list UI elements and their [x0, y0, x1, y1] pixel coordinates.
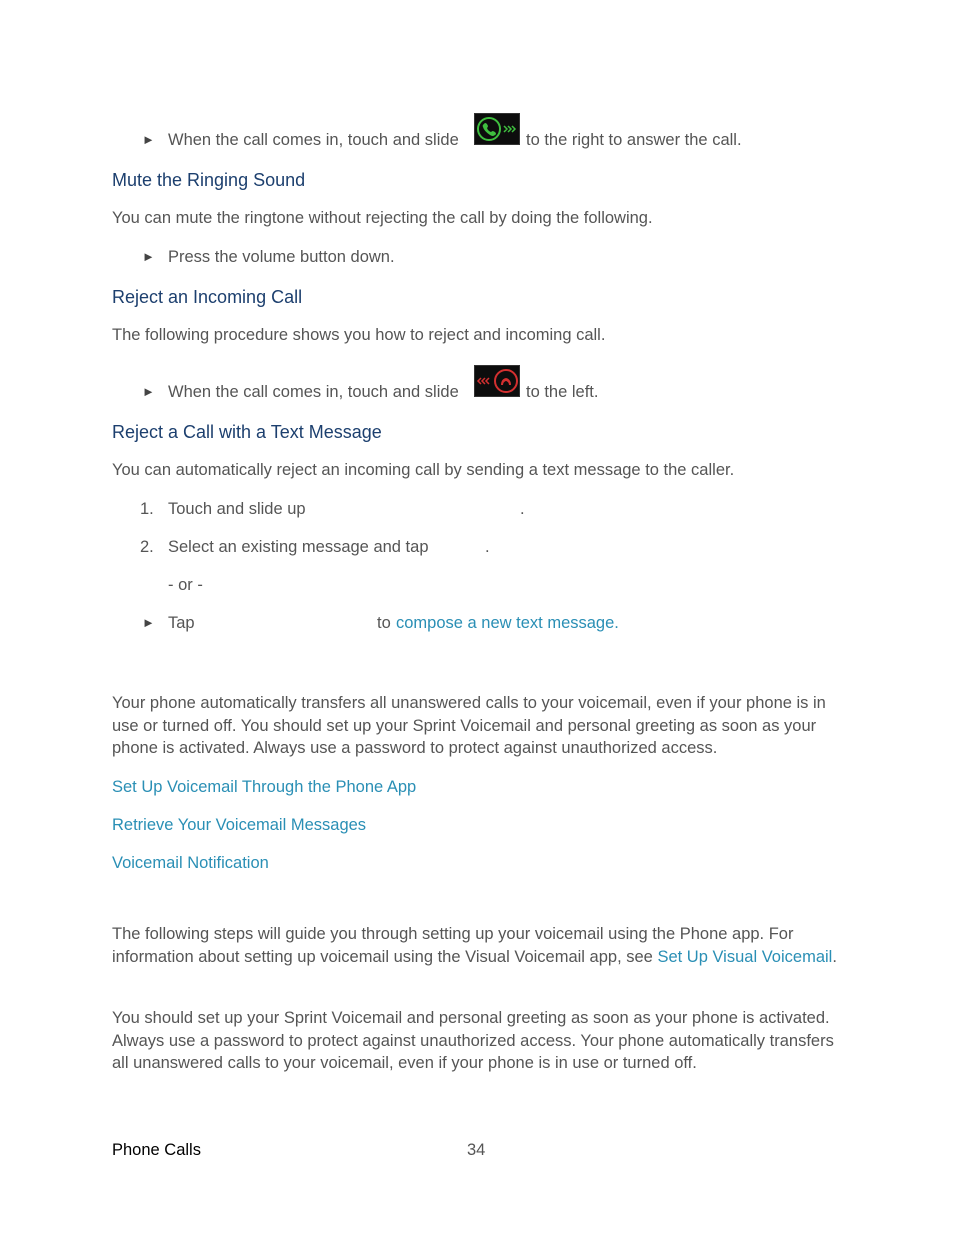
answer-text-after: to the right to answer the call. — [526, 131, 742, 149]
step2-text: Select an existing message and tap — [168, 538, 429, 556]
link-voicemail-notification[interactable]: Voicemail Notification — [112, 854, 269, 872]
step-number: 2. — [140, 538, 154, 556]
bullet-arrow-icon: ► — [142, 249, 155, 264]
bullet-arrow-icon: ► — [142, 615, 155, 630]
tap-text: Tap — [168, 614, 195, 632]
setup-paragraph-1 — [112, 923, 847, 968]
bullet-arrow-icon: ► — [142, 384, 155, 399]
to-text: to — [377, 614, 391, 632]
step1-text: Touch and slide up — [168, 500, 306, 518]
setup-paragraph-2: You should set up your Sprint Voicemail and personal greeting as soon as your phone is activated. Always use a password to protect against unauthorized access. Your phone automatically transfers all unanswered calls to your voicemail, even if your phone is in use or turned off. — [112, 1009, 834, 1073]
mute-intro: You can mute the ringtone without rejecting the call by doing the following. — [112, 209, 653, 227]
answer-slide-icon — [474, 113, 520, 145]
setup-para1-text: The following steps will guide you through setting up your voicemail using the Phone app. For information about setting up voicemail using the Visual Voicemail app, see — [112, 925, 794, 966]
compose-message-link[interactable]: compose a new text message. — [396, 614, 619, 632]
link-set-up-visual-voicemail[interactable]: Set Up Visual Voicemail — [657, 947, 833, 966]
step2-end: . — [485, 538, 490, 556]
footer-page-number: 34 — [467, 1141, 486, 1159]
link-retrieve-voicemail[interactable]: Retrieve Your Voicemail Messages — [112, 816, 367, 834]
reject-intro: The following procedure shows you how to reject and incoming call. — [112, 326, 606, 344]
footer-section-title: Phone Calls — [112, 1141, 201, 1159]
mute-step: Press the volume button down. — [168, 248, 395, 266]
or-separator: - or - — [168, 576, 203, 594]
setup-para1-end: . — [832, 947, 837, 966]
mute-heading: Mute the Ringing Sound — [112, 170, 306, 190]
link-set-up-voicemail[interactable]: Set Up Voicemail Through the Phone App — [112, 778, 417, 796]
reject-heading: Reject an Incoming Call — [112, 287, 303, 307]
step-number: 1. — [140, 500, 154, 518]
voicemail-intro: Your phone automatically transfers all unanswered calls to your voicemail, even if your phone is in use or turned off. You should set up your Sprint Voicemail and personal greeting as soon as your phone is activated. Always use a password to protect against unauthorized access. — [112, 694, 826, 758]
reject-text-intro: You can automatically reject an incoming call by sending a text message to the caller. — [112, 461, 735, 479]
reject-text-heading: Reject a Call with a Text Message — [112, 422, 382, 442]
reject-slide-icon — [474, 365, 520, 397]
reject-text-after: to the left. — [526, 383, 599, 401]
bullet-arrow-icon: ► — [142, 132, 155, 147]
answer-text-before: When the call comes in, touch and slide — [168, 131, 459, 149]
step1-end: . — [520, 500, 525, 518]
reject-text-before: When the call comes in, touch and slide — [168, 383, 459, 401]
